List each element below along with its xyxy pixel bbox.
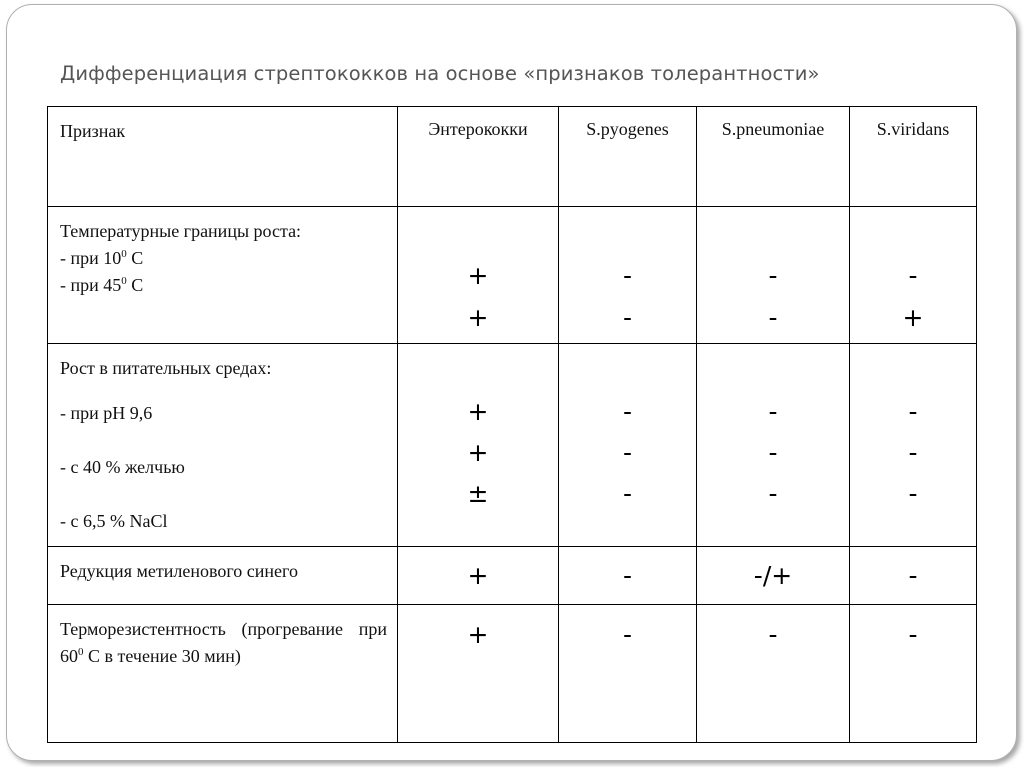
cell-enterococci-thermo [398, 605, 559, 743]
cell-s-pneumoniae-methylene [697, 547, 850, 605]
value-mark: - [908, 620, 918, 649]
cell-s-viridans-methylene [850, 547, 977, 605]
cell-s-pyogenes-temperature [559, 207, 697, 344]
value-mark: + [467, 397, 489, 426]
table-row-temperature [48, 207, 977, 344]
value-mark: - [622, 438, 633, 467]
value-mark: - [908, 561, 918, 590]
table-row-methylene-blue [48, 547, 977, 605]
cell-s-pneumoniae-temperature [697, 207, 850, 344]
cell-enterococci-methylene [398, 547, 559, 605]
tolerance-table [47, 106, 977, 743]
header-enterococci: Энтерококки [398, 107, 559, 207]
cell-s-pyogenes-thermo [559, 605, 697, 743]
header-s-viridans: S.viridans [850, 107, 977, 207]
value-mark: - [768, 261, 778, 290]
feature-sub-bile: - с 40 % желчью [60, 457, 185, 477]
table-row-growth-media [48, 344, 977, 547]
header-s-pneumoniae: S.pneumoniae [697, 107, 850, 207]
value-mark: + [467, 261, 489, 290]
cell-s-viridans-thermo [850, 605, 977, 743]
value-mark: + [467, 561, 489, 590]
feature-sub-10c: - при $10^0$ С [60, 248, 144, 268]
value-mark: ± [467, 479, 489, 508]
feature-label: Рост в питательных средах: [60, 358, 272, 378]
value-mark: - [768, 397, 778, 426]
feature-thermoresistance: Терморезистентность (прогревание при $60^0$ С в течение 30 мин) [48, 605, 398, 743]
slide-title: Дифференциация стрептококков на основе «признаков толерантности» [60, 62, 820, 85]
cell-s-pneumoniae-growth [697, 344, 850, 547]
table-row-thermoresistance [48, 605, 977, 743]
header-feature: Признак [48, 107, 398, 207]
value-mark: - [622, 620, 633, 649]
cell-s-viridans-temperature [850, 207, 977, 344]
feature-sub-45c: - при $45^0$ С [60, 275, 144, 295]
value-mark: - [908, 397, 918, 426]
feature-sub-nacl: - с 6,5 % NaCl [60, 511, 168, 531]
value-mark: - [908, 438, 918, 467]
value-mark: - [768, 303, 778, 332]
value-mark: + [467, 620, 489, 649]
feature-methylene-blue: Редукция метиленового синего [48, 547, 398, 605]
cell-s-pyogenes-growth [559, 344, 697, 547]
feature-sub-ph: - при рН 9,6 [60, 403, 153, 423]
cell-s-pneumoniae-thermo [697, 605, 850, 743]
value-mark: - [622, 397, 633, 426]
cell-s-viridans-growth [850, 344, 977, 547]
table-header-row [48, 107, 977, 207]
cell-s-pyogenes-methylene [559, 547, 697, 605]
value-mark: - [908, 479, 918, 508]
feature-growth-media [48, 344, 398, 547]
value-mark: -/+ [753, 561, 793, 590]
value-mark: - [768, 438, 778, 467]
value-mark: - [622, 479, 633, 508]
value-mark: - [908, 261, 918, 290]
header-s-pyogenes: S.pyogenes [559, 107, 697, 207]
feature-label: Температурные границы роста: [60, 221, 302, 241]
value-mark: + [467, 438, 489, 467]
cell-enterococci-temperature [398, 207, 559, 344]
value-mark: - [622, 303, 633, 332]
feature-temperature [48, 207, 398, 344]
cell-enterococci-growth [398, 344, 559, 547]
value-mark: - [622, 561, 633, 590]
value-mark: - [768, 479, 778, 508]
value-mark: - [768, 620, 778, 649]
value-mark: + [902, 303, 924, 332]
value-mark: - [622, 261, 633, 290]
value-mark: + [467, 303, 489, 332]
